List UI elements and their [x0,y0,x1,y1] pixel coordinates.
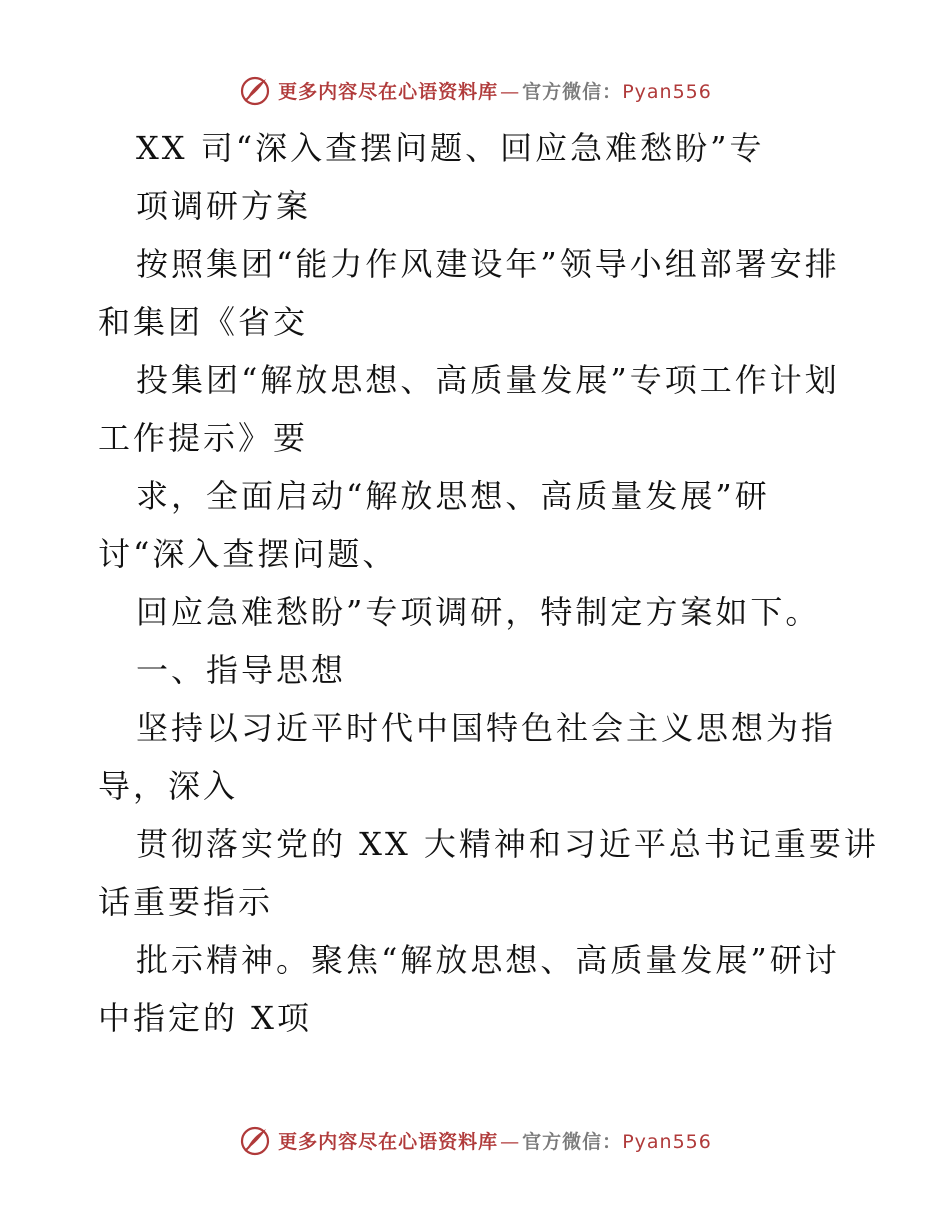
quill-logo-icon [238,73,272,107]
watermark-wechat-id: Pyan556 [622,80,712,103]
watermark-brand: 更多内容尽在心语资料库 [278,80,499,103]
text-line: 投集团“解放思想、高质量发展”专项工作计划 [136,361,840,399]
watermark-dash: — [500,80,521,103]
text-line: 按照集团“能力作风建设年”领导小组部署安排 [136,245,840,283]
text-line: 讨“深入查摆问题、 [98,535,398,573]
text-line: 项调研方案 [136,187,312,225]
watermark-text [278,1127,712,1154]
text-line: 工作提示》要 [98,419,309,457]
text-line: 和集团《省交 [98,303,309,341]
section-heading: 一、指导思想 [136,651,347,689]
watermark-dash: — [500,1130,521,1153]
watermark-text [278,77,712,104]
watermark-label: 官方微信： [522,1130,623,1153]
text-line: 贯彻落实党的 XX 大精神和习近平总书记重要讲 [136,825,879,863]
text-line: 导，深入 [98,767,239,805]
text-line: 回应急难愁盼”专项调研，特制定方案如下。 [136,593,821,631]
text-line: 话重要指示 [98,883,274,921]
watermark-footer [0,1120,950,1160]
text-line: 中指定的 X项 [98,999,312,1037]
watermark-header [0,70,950,110]
text-line: 求，全面启动“解放思想、高质量发展”研 [136,477,770,515]
quill-logo-icon [238,1123,272,1157]
watermark-label: 官方微信： [522,80,623,103]
text-line: 坚持以习近平时代中国特色社会主义思想为指 [136,709,837,747]
text-line: 批示精神。聚焦“解放思想、高质量发展”研讨 [136,941,840,979]
watermark-brand: 更多内容尽在心语资料库 [278,1130,499,1153]
watermark-wechat-id: Pyan556 [622,1130,712,1153]
text-line: XX 司“深入查摆问题、回应急难愁盼”专 [136,129,765,167]
